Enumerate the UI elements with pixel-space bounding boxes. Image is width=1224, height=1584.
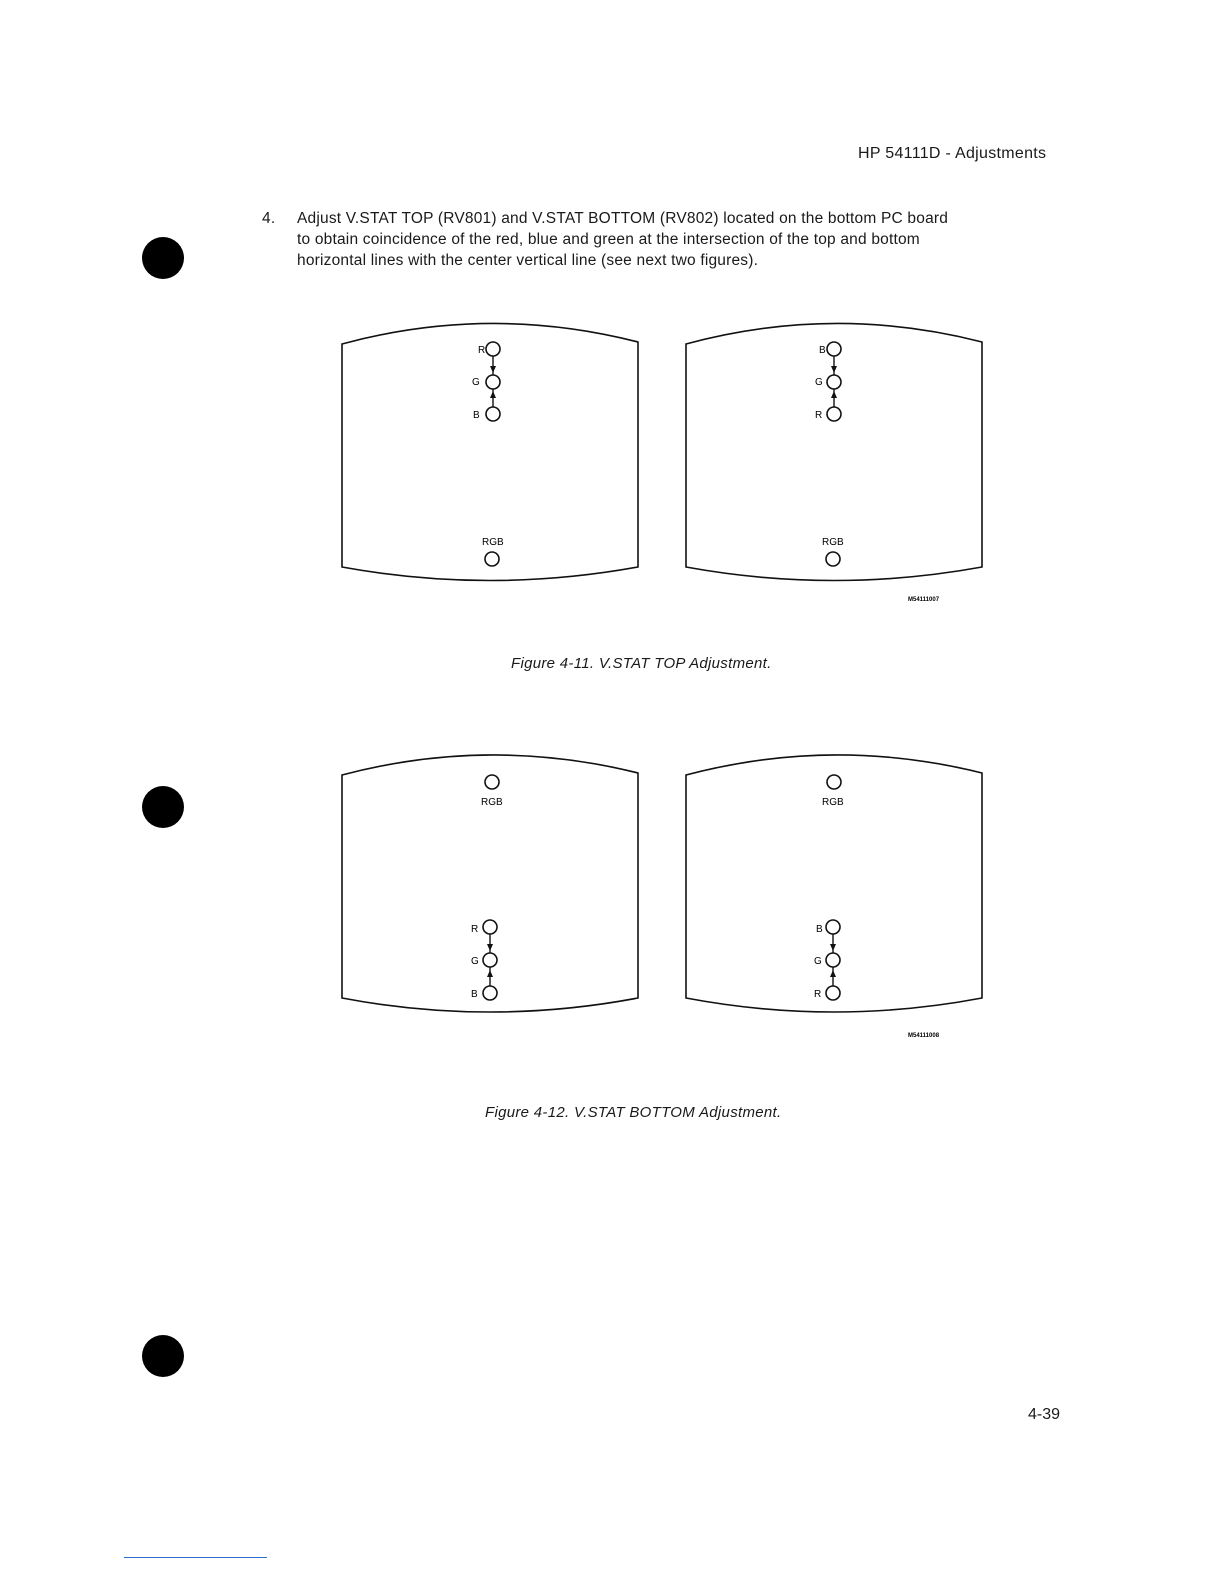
binder-hole-icon xyxy=(142,786,184,828)
crt-screen-left xyxy=(342,755,638,1012)
crt-screen-right xyxy=(686,755,982,1012)
stack-label: G xyxy=(472,377,480,388)
step-line: horizontal lines with the center vertical line (see next two figures). xyxy=(297,252,759,269)
stack-label: R xyxy=(814,989,822,1000)
step-number: 4. xyxy=(262,210,276,227)
rgb-label: RGB xyxy=(482,537,504,548)
stack-label: G xyxy=(814,956,822,967)
step-4-instructions xyxy=(262,208,1062,271)
page-header: HP 54111D - Adjustments xyxy=(858,145,1047,162)
rgb-label: RGB xyxy=(822,797,844,808)
stack-label: R xyxy=(815,410,823,421)
step-line: to obtain coincidence of the red, blue and green at the intersection of the top and bottom xyxy=(297,231,920,248)
footer-rule xyxy=(124,1557,267,1558)
figure-4-11 xyxy=(330,312,990,612)
stack-label: B xyxy=(471,989,478,1000)
stack-label: G xyxy=(471,956,479,967)
stack-label: B xyxy=(819,345,826,356)
figure-code: M54111008 xyxy=(908,1033,940,1039)
crt-screen-left xyxy=(342,323,638,580)
rgb-label: RGB xyxy=(822,537,844,548)
figure-caption: Figure 4-11. V.STAT TOP Adjustment. xyxy=(511,655,772,672)
rgb-label: RGB xyxy=(481,797,503,808)
stack-label: R xyxy=(478,345,486,356)
crt-screen-right xyxy=(686,323,982,580)
stack-label: B xyxy=(816,924,823,935)
vstat-bottom-diagram xyxy=(330,748,990,1048)
binder-hole-icon xyxy=(142,1335,184,1377)
stack-label: G xyxy=(815,377,823,388)
binder-hole-icon xyxy=(142,237,184,279)
vstat-top-diagram xyxy=(330,312,990,612)
page-number: 4-39 xyxy=(1028,1406,1061,1423)
figure-caption: Figure 4-12. V.STAT BOTTOM Adjustment. xyxy=(485,1104,782,1121)
stack-label: B xyxy=(473,410,480,421)
figure-code: M54111007 xyxy=(908,597,940,603)
stack-label: R xyxy=(471,924,479,935)
step-body xyxy=(297,208,1062,271)
figure-4-12 xyxy=(330,748,990,1048)
step-line: Adjust V.STAT TOP (RV801) and V.STAT BOTTOM (RV802) located on the bottom PC board xyxy=(297,210,949,227)
